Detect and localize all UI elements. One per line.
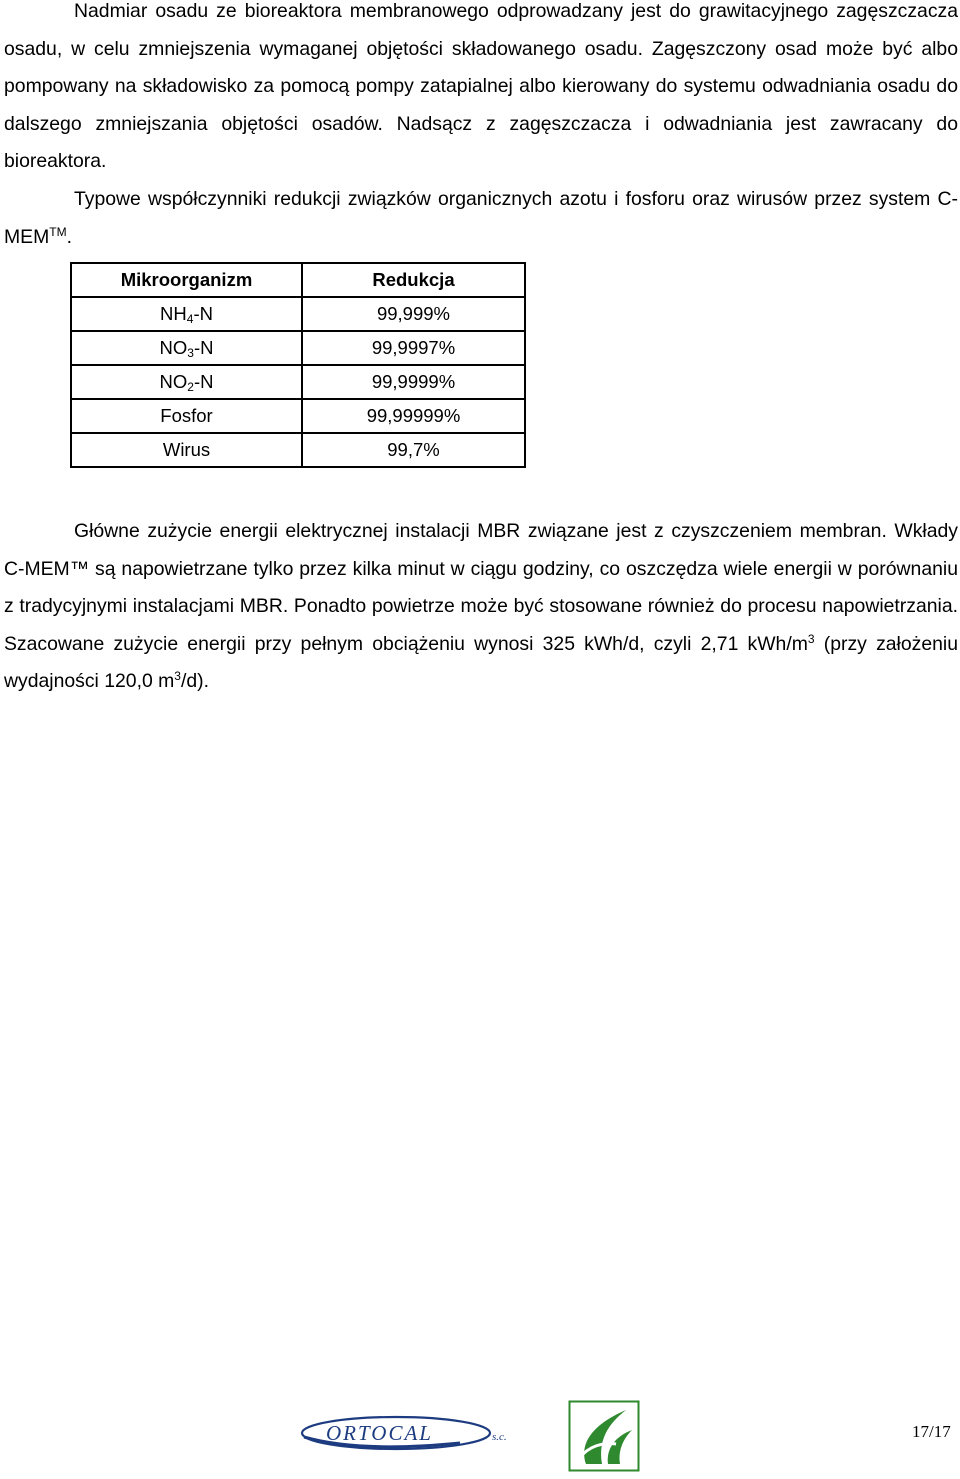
cell-organism — [71, 399, 302, 433]
table-row — [71, 297, 525, 331]
table-header-row — [71, 263, 525, 297]
table-row — [71, 433, 525, 467]
cell-organism — [71, 433, 302, 467]
cell-organism — [71, 331, 302, 365]
table-row — [71, 365, 525, 399]
page-footer — [0, 1395, 960, 1479]
cell-reduction: 99,99999% — [302, 399, 525, 433]
organism-subscript: 2 — [187, 380, 194, 394]
unit-superscript: 3 — [174, 669, 181, 683]
table-row — [71, 399, 525, 433]
header-reduction: Redukcja — [302, 263, 525, 297]
organism-name: Fosfor — [160, 405, 213, 426]
page-number: 17/17 — [912, 1422, 951, 1441]
energy-text-b: (przy założeniu wydajności 120,0 m — [4, 632, 958, 692]
organism-subscript: 4 — [186, 312, 194, 326]
cell-reduction: 99,7% — [302, 433, 525, 467]
logo-text: ORTOCAL — [326, 1421, 433, 1445]
organism-subscript: 3 — [187, 346, 194, 360]
organism-name: Wirus — [162, 439, 211, 460]
organism-name: NO — [159, 337, 188, 358]
cell-reduction: 99,999% — [302, 297, 525, 331]
cell-organism — [71, 297, 302, 331]
trademark-sup: TM — [49, 224, 67, 239]
reduction-intro-end: . — [66, 225, 72, 248]
reduction-table — [70, 262, 526, 468]
cell-organism — [71, 365, 302, 399]
logo-suffix: s.c. — [492, 1431, 507, 1443]
reduction-intro-text: Typowe współczynniki redukcji związków organicznych azotu i fosforu oraz wirusów przez system C-MEM — [4, 188, 958, 248]
organism-suffix: -N — [193, 337, 214, 358]
cell-reduction: 99,9997% — [302, 331, 525, 365]
unit-superscript: 3 — [807, 631, 815, 646]
table-row — [71, 331, 525, 365]
organism-suffix: -N — [193, 371, 214, 392]
organism-suffix: -N — [193, 303, 213, 324]
sc-logo-icon — [568, 1400, 640, 1472]
organism-name: NH — [160, 303, 187, 324]
energy-text-c: /d). — [180, 670, 210, 692]
cell-reduction: 99,9999% — [302, 365, 525, 399]
header-microorganism: Mikroorganizm — [71, 263, 302, 297]
paragraph-sludge: Nadmiar osadu ze bioreaktora membranowego odprowadzany jest do grawitacyjnego zagęszczacza osadu, w celu zmniejszenia wymaganej objętości składowanego osadu. Zagęszczony osad może być albo pompowany na składowisko za pomocą pompy zatapialnej albo kierowany do systemu odwadniania osadu do dalszego zmniejszania objętości osadów. Nadsącz z zagęszczacza i odwadniania jest zawracany do bioreaktora. — [4, 0, 958, 172]
ortocal-logo — [300, 1413, 522, 1453]
paragraph-reduction-intro — [4, 181, 958, 256]
energy-text-a: Główne zużycie energii elektrycznej instalacji MBR związane jest z czyszczeniem membran. Wkłady C-MEM™ są napowietrzane tylko przez kilka minut w ciągu godziny, co oszczędza wiele energii w porównaniu z tradycyjnymi instalacjami MBR. Ponadto powietrze może być stosowane również do procesu napowietrzania. Szacowane zużycie energii przy pełnym obciążeniu wynosi 325 kWh/d, czyli 2,71 kWh/m — [4, 520, 958, 655]
paragraph-energy — [4, 513, 958, 701]
organism-name: NO — [159, 371, 188, 392]
